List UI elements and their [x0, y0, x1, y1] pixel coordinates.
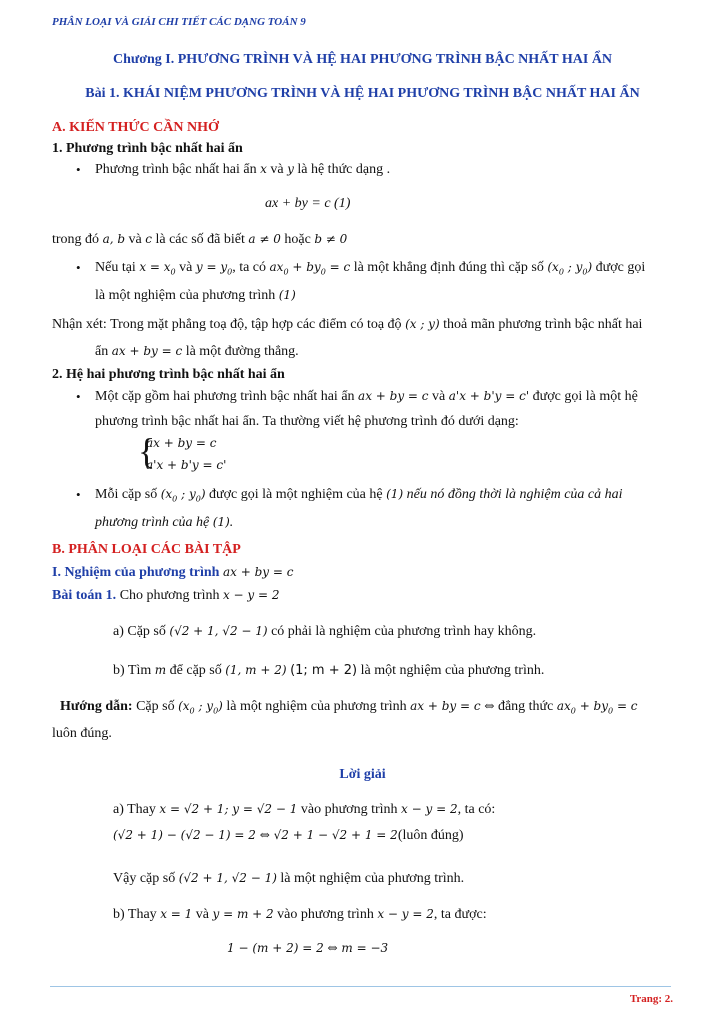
section-b-heading: B. PHÂN LOẠI CÁC BÀI TẬP — [52, 542, 241, 557]
s1-bullet2: Nếu tại $x = x_0$ và $y = y_0$, ta có $ax_0 + by_0 = c$ là một khẳng định đúng thì cặp số ($x_0$ ; $y_0$) được gọi — [95, 260, 646, 277]
s1-bullet2-cont: là một nghiệm của phương trình (1) — [95, 288, 296, 303]
lesson-title: Bài 1. KHÁI NIỆM PHƯƠNG TRÌNH VÀ HỆ HAI PHƯƠNG TRÌNH BẬC NHẤT HAI ẨN — [85, 86, 640, 101]
problem-1b: b) Tìm m để cặp số (1, m + 2) (1; m + 2) là một nghiệm của phương trình. — [113, 663, 545, 678]
s2-bullet1: Một cặp gồm hai phương trình bậc nhất hai ẩn ax + by = c và a'x + b'y = c' được gọi là một hệ — [95, 389, 638, 404]
subsection-1-heading: 1. Phương trình bậc nhất hai ẩn — [52, 141, 243, 156]
system-eq2: a'x + b'y = c' — [146, 458, 227, 472]
bullet-icon: • — [76, 162, 81, 177]
remark-line1: Nhận xét: Trong mặt phẳng toạ độ, tập hợp các điểm có toạ độ (x ; y) thoả mãn phương trình bậc nhất hai — [52, 317, 643, 332]
section-a-heading: A. KIẾN THỨC CẦN NHỚ — [52, 120, 219, 135]
chapter-title: Chương I. PHƯƠNG TRÌNH VÀ HỆ HAI PHƯƠNG TRÌNH BẬC NHẤT HAI ẨN — [112, 52, 613, 67]
solution-a-equation: (√2 + 1) − (√2 − 1) = 2 ⇔ √2 + 1 − √2 + 1 = 2(luôn đúng) — [113, 828, 464, 843]
s2-bullet2: Mỗi cặp số ($x_0$ ; $y_0$) được gọi là một nghiệm của hệ (1) nếu nó đồng thời là nghiệm của cả hai — [95, 487, 623, 504]
s1-condition-line: trong đó a, b và c là các số đã biết a ≠ 0 hoặc b ≠ 0 — [52, 232, 348, 247]
s1-bullet1: Phương trình bậc nhất hai ẩn x và y là hệ thức dạng . — [95, 162, 391, 177]
bullet-icon: • — [76, 389, 81, 404]
remark-line2: ẩn ax + by = c là một đường thẳng. — [95, 344, 299, 359]
problem-1: Bài toán 1. Cho phương trình x − y = 2 — [52, 588, 280, 603]
solution-a-conclusion: Vậy cặp số (√2 + 1, √2 − 1) là một nghiệm của phương trình. — [113, 871, 465, 886]
solution-b-line1: b) Thay x = 1 và y = m + 2 vào phương trình x − y = 2, ta được: — [113, 907, 487, 922]
equation-1: ax + by = c (1) — [265, 196, 351, 211]
subsection-i-heading: I. Nghiệm của phương trình ax + by = c — [52, 565, 294, 580]
solution-b-equation: 1 − (m + 2) = 2 ⇔ m = −3 — [227, 941, 389, 955]
footer-divider — [50, 986, 671, 987]
s2-bullet1-cont: phương trình bậc nhất hai ẩn. Ta thường viết hệ phương trình đó dưới dạng: — [95, 414, 519, 429]
page-number: Trang: 2. — [629, 993, 673, 1005]
hint-line1: Hướng dẫn: Cặp số ($x_0$ ; $y_0$) là một nghiệm của phương trình ax + by = c ⇔ đẳng thức $ax_0 + by_0 = c$ — [60, 699, 638, 716]
subsection-2-heading: 2. Hệ hai phương trình bậc nhất hai ẩn — [52, 367, 285, 382]
solution-a-line1: a) Thay x = √2 + 1; y = √2 − 1 vào phương trình x − y = 2, ta có: — [113, 802, 496, 817]
problem-1a: a) Cặp số (√2 + 1, √2 − 1) có phải là nghiệm của phương trình hay không. — [113, 624, 537, 639]
running-header: PHÂN LOẠI VÀ GIẢI CHI TIẾT CÁC DẠNG TOÁN 9 — [52, 16, 306, 28]
system-eq1: ax + by = c — [146, 436, 217, 450]
brace-icon: { — [138, 431, 156, 471]
s2-bullet2-cont: phương trình của hệ (1). — [95, 515, 234, 530]
bullet-icon: • — [76, 260, 81, 275]
hint-line2: luôn đúng. — [52, 726, 112, 741]
bullet-icon: • — [76, 487, 81, 502]
solution-heading: Lời giải — [339, 767, 386, 782]
